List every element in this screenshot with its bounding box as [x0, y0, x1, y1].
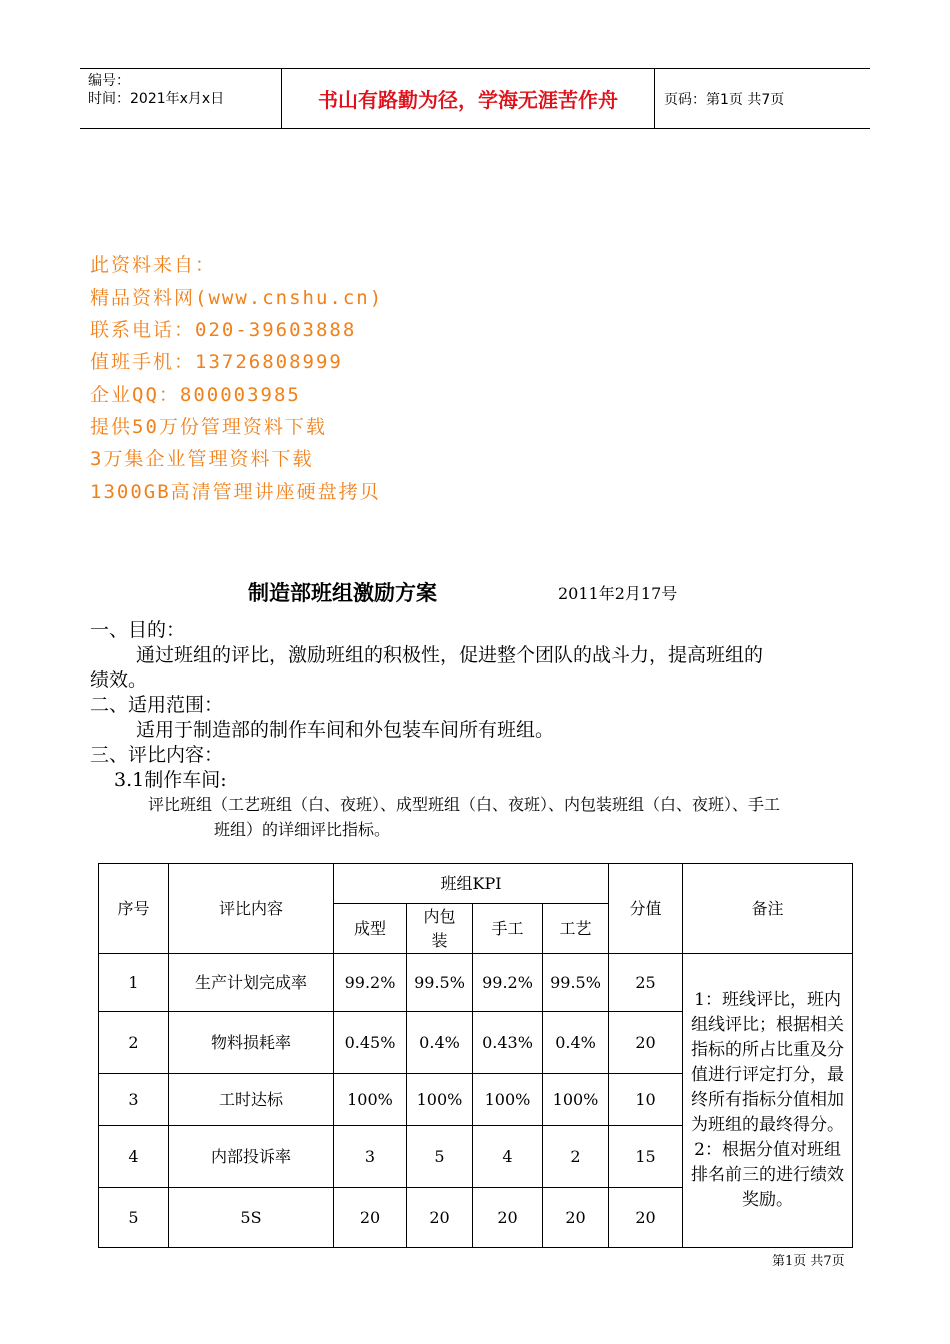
advert-line: 联系电话：020-39603888 — [90, 319, 357, 341]
header-manual: 手工 — [473, 904, 543, 954]
header-page-info: 页码：第1页 共7页 — [664, 92, 785, 108]
header-seq: 序号 — [99, 864, 169, 954]
document-title: 制造部班组激励方案 — [248, 581, 437, 605]
paragraph: 绩效。 — [90, 669, 148, 691]
header-content: 评比内容 — [169, 864, 334, 954]
cell-seq: 4 — [99, 1126, 169, 1188]
section-heading: 三、评比内容： — [90, 744, 224, 766]
header-top-rule — [80, 68, 870, 69]
header-craft: 工艺 — [543, 904, 609, 954]
subsection-heading: 3.1制作车间: — [114, 769, 227, 791]
cell-manual: 0.43% — [473, 1012, 543, 1074]
serial-label: 编号： — [88, 73, 130, 89]
time-label: 时间：2021年x月x日 — [88, 91, 225, 107]
header-molding: 成型 — [334, 904, 407, 954]
cell-molding: 0.45% — [334, 1012, 407, 1074]
cell-molding: 100% — [334, 1074, 407, 1126]
advert-line: 企业QQ：800003985 — [90, 384, 301, 406]
header-remark: 备注 — [683, 864, 853, 954]
kpi-table — [98, 863, 853, 1248]
advert-line: 3万集企业管理资料下载 — [90, 448, 314, 470]
advert-line: 此资料来自： — [90, 254, 217, 276]
cell-inner-pack: 20 — [407, 1188, 473, 1248]
cell-molding: 3 — [334, 1126, 407, 1188]
cell-molding: 99.2% — [334, 954, 407, 1012]
cell-craft: 20 — [543, 1188, 609, 1248]
header-inner-pack: 内包装 — [407, 904, 473, 954]
header-motto: 书山有路勤为径，学海无涯苦作舟 — [318, 88, 618, 112]
header-bottom-rule — [80, 128, 870, 129]
header-divider — [654, 68, 655, 128]
header-score: 分值 — [609, 864, 683, 954]
header-kpi-group: 班组KPI — [334, 864, 609, 904]
document-date: 2011年2月17号 — [558, 584, 678, 603]
cell-manual: 99.2% — [473, 954, 543, 1012]
cell-content: 5S — [169, 1188, 334, 1248]
cell-remark: 1：班线评比，班内组线评比；根据相关指标的所占比重及分值进行评定打分，最终所有指标分值相加为班组的最终得分。2：根据分值对班组排名前三的进行绩效奖励。 — [683, 954, 853, 1248]
paragraph: 评比班组（工艺班组（白、夜班）、成型班组（白、夜班）、内包装班组（白、夜班）、手工 — [148, 795, 781, 814]
advert-line: 值班手机：13726808999 — [90, 351, 343, 373]
section-heading: 一、目的： — [90, 619, 186, 641]
cell-inner-pack: 100% — [407, 1074, 473, 1126]
advert-line: 精品资料网(www.cnshu.cn) — [90, 287, 384, 309]
cell-score: 20 — [609, 1012, 683, 1074]
footer-page-info: 第1页 共7页 — [772, 1254, 845, 1269]
cell-score: 15 — [609, 1126, 683, 1188]
cell-score: 20 — [609, 1188, 683, 1248]
cell-inner-pack: 5 — [407, 1126, 473, 1188]
cell-inner-pack: 0.4% — [407, 1012, 473, 1074]
cell-craft: 0.4% — [543, 1012, 609, 1074]
cell-inner-pack: 99.5% — [407, 954, 473, 1012]
paragraph: 通过班组的评比，激励班组的积极性，促进整个团队的战斗力，提高班组的 — [136, 644, 764, 666]
cell-seq: 5 — [99, 1188, 169, 1248]
section-heading: 二、适用范围： — [90, 694, 224, 716]
cell-manual: 100% — [473, 1074, 543, 1126]
cell-content: 生产计划完成率 — [169, 954, 334, 1012]
cell-content: 物料损耗率 — [169, 1012, 334, 1074]
cell-craft: 99.5% — [543, 954, 609, 1012]
table-row — [99, 954, 853, 1012]
cell-manual: 4 — [473, 1126, 543, 1188]
cell-seq: 1 — [99, 954, 169, 1012]
cell-seq: 2 — [99, 1012, 169, 1074]
cell-score: 25 — [609, 954, 683, 1012]
cell-molding: 20 — [334, 1188, 407, 1248]
cell-craft: 2 — [543, 1126, 609, 1188]
advert-line: 1300GB高清管理讲座硬盘拷贝 — [90, 481, 381, 503]
paragraph: 班组）的详细评比指标。 — [214, 820, 391, 839]
advert-line: 提供50万份管理资料下载 — [90, 416, 327, 438]
cell-content: 工时达标 — [169, 1074, 334, 1126]
cell-score: 10 — [609, 1074, 683, 1126]
cell-seq: 3 — [99, 1074, 169, 1126]
paragraph: 适用于制造部的制作车间和外包装车间所有班组。 — [136, 719, 555, 741]
cell-manual: 20 — [473, 1188, 543, 1248]
cell-content: 内部投诉率 — [169, 1126, 334, 1188]
cell-craft: 100% — [543, 1074, 609, 1126]
